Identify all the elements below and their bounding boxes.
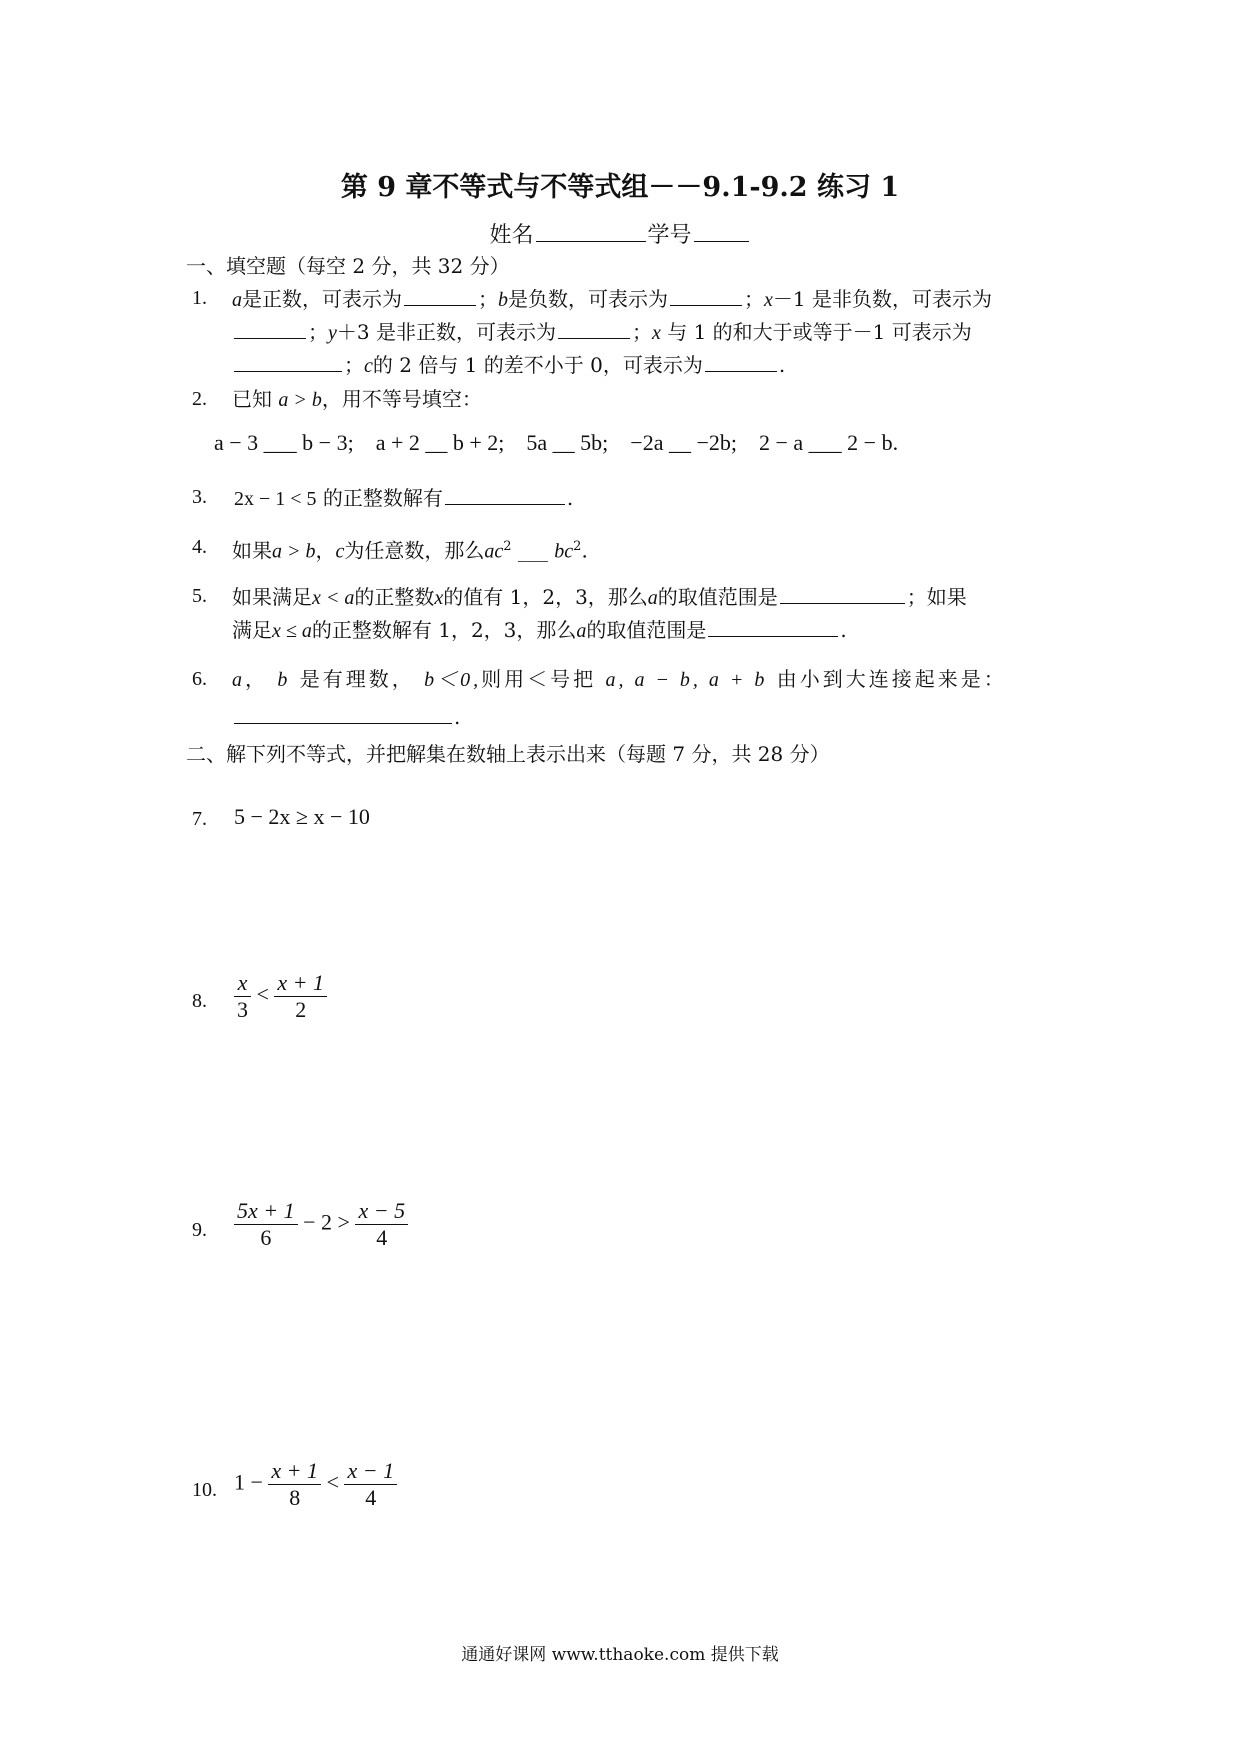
q1-line2: ；y＋3 是非正数，可表示为 ；x 与 1 的和大于或等于－1 可表示为 (232, 317, 972, 347)
q7-expression: 5 − 2x ≥ x − 10 (234, 804, 370, 829)
q8-frac-right: $\frac{x + 1}{2}$ (274, 970, 327, 1023)
q4-number: 4. (192, 536, 207, 558)
q6-number: 6. (192, 668, 207, 690)
q1-blank-1[interactable] (404, 284, 476, 306)
q4-line: 如果a > b，c为任意数，那么$ac^2$ ___ $bc^2$. (232, 538, 588, 563)
q6-line1: a， b 是有理数， b＜0,则用＜号把 a, a − b, a + b 由小到大连接起来是： (232, 667, 1007, 691)
q10-expression: 1 − $\frac{x + 1}{8}$ < $\frac{x - 1}{4}$ (234, 1458, 397, 1511)
q8-number: 8. (192, 990, 207, 1012)
q5-blank-1[interactable] (780, 582, 905, 604)
section1-heading: 一、填空题（每空 2 分，共 32 分） (186, 254, 510, 278)
section2-heading: 二、解下列不等式，并把解集在数轴上表示出来（每题 7 分，共 28 分） (186, 742, 830, 766)
q6-line2: . (232, 702, 460, 731)
q1-blank-5[interactable] (234, 350, 342, 372)
name-blank[interactable] (536, 218, 646, 242)
q1-blank-3[interactable] (234, 317, 306, 339)
q2-items (214, 430, 898, 456)
q2-item-2[interactable]: a + 2 __ b + 2; (375, 430, 505, 455)
q3-line: 2x − 1 < 5 的正整数解有 . (234, 483, 573, 513)
q9-expression: $\frac{5x + 1}{6}$ − 2 > $\frac{x - 5}{4}$ (234, 1198, 408, 1251)
q1-blank-6[interactable] (705, 350, 777, 372)
q10-frac-left: $\frac{x + 1}{8}$ (268, 1458, 321, 1511)
q8-expression: $\frac{x}{3}$ < $\frac{x + 1}{2}$ (234, 970, 327, 1023)
id-blank[interactable] (694, 218, 749, 242)
q7-number: 7. (192, 808, 207, 830)
q1-blank-2[interactable] (670, 284, 742, 306)
q2-item-4[interactable]: −2a __ −2b; (630, 430, 737, 455)
q1-line1: a是正数，可表示为 ；b是负数，可表示为 ；x－1 是非负数，可表示为 (232, 284, 992, 314)
q8-frac-left: $\frac{x}{3}$ (234, 970, 251, 1023)
q1-line3: ；c的 2 倍与 1 的差不小于 0，可表示为 . (232, 350, 785, 380)
q3-number: 3. (192, 486, 207, 508)
id-label: 学号 (647, 223, 692, 249)
q2-number: 2. (192, 388, 207, 410)
q4-blank[interactable]: ___ (517, 538, 548, 563)
name-label: 姓名 (489, 223, 534, 249)
page-title: 第 9 章不等式与不等式组－－9.1-9.2 练习 1 (340, 172, 900, 203)
q1-blank-4[interactable] (558, 317, 630, 339)
q6-blank[interactable] (234, 702, 452, 724)
q5-line1: 如果满足x < a的正整数x的值有 1，2，3，那么a的取值范围是 ；如果 (232, 582, 967, 612)
page-footer: 通通好课网 www.tthaoke.com 提供下载 (461, 1645, 779, 1665)
q3-blank[interactable] (445, 483, 565, 505)
q9-frac-right: $\frac{x - 5}{4}$ (355, 1198, 408, 1251)
q5-line2: 满足x ≤ a的正整数解有 1，2，3，那么a的取值范围是 . (232, 615, 847, 645)
q1-number: 1. (192, 287, 207, 309)
q2-item-5[interactable]: 2 − a ___ 2 − b. (759, 430, 899, 455)
q10-frac-right: $\frac{x - 1}{4}$ (344, 1458, 397, 1511)
q2-item-3[interactable]: 5a __ 5b; (526, 430, 609, 455)
q9-frac-left: $\frac{5x + 1}{6}$ (234, 1198, 298, 1251)
q9-number: 9. (192, 1219, 207, 1241)
q2-line: 已知 a > b，用不等号填空： (232, 387, 482, 411)
q5-blank-2[interactable] (708, 615, 838, 637)
q2-item-1[interactable]: a − 3 ___ b − 3; (214, 430, 354, 455)
q5-number: 5. (192, 585, 207, 607)
student-info-line (0, 218, 1240, 249)
q10-number: 10. (192, 1479, 217, 1501)
